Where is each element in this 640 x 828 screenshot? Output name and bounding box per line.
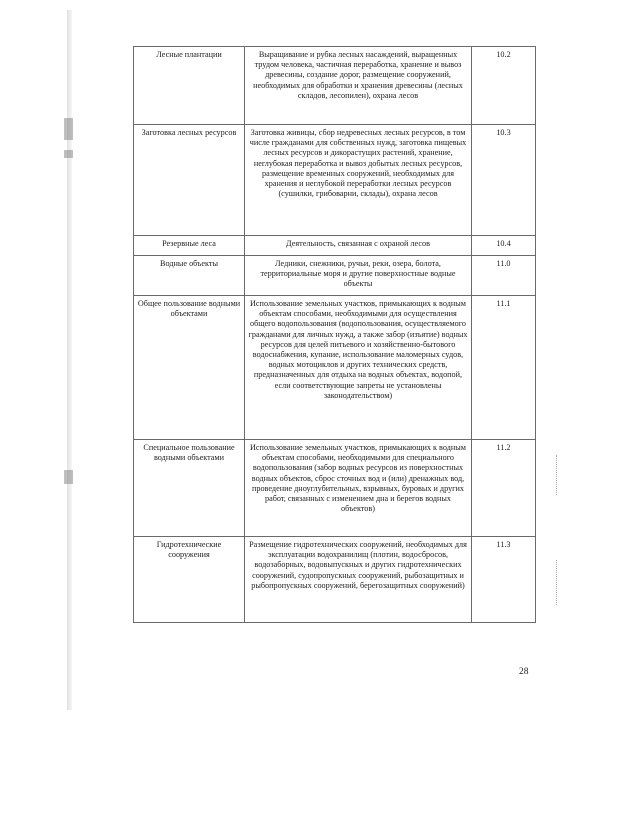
table-cell-code: 10.2 xyxy=(472,47,536,125)
table-cell-description: Деятельность, связанная с охраной лесов xyxy=(245,236,472,256)
scan-dots xyxy=(556,455,558,495)
table-cell-code: 10.3 xyxy=(472,125,536,236)
scan-dots xyxy=(556,560,558,605)
scan-artifact xyxy=(64,118,73,140)
scan-edge-shadow xyxy=(67,10,72,710)
table-cell-code: 11.0 xyxy=(472,256,536,296)
table-row xyxy=(134,440,536,537)
table-cell-name: Гидротехнические сооружения xyxy=(134,537,245,623)
table-row xyxy=(134,236,536,256)
table-cell-name: Водные объекты xyxy=(134,256,245,296)
table-cell-code: 11.3 xyxy=(472,537,536,623)
table-cell-description: Заготовка живицы, сбор недревесных лесных ресурсов, в том числе гражданами для собственных нужд, заготовка пищевых лесных ресурсов и дикорастущих растений, хранение, неглубокая переработка и вывоз добытых лесных ресурсов, размещение временных сооружений, необходимых для хранения и неглубокой переработки лесных ресурсов (сушилки, грибоварни, склады), охрана лесов xyxy=(245,125,472,236)
table-cell-name: Заготовка лесных ресурсов xyxy=(134,125,245,236)
page-number: 28 xyxy=(519,667,529,677)
table-row xyxy=(134,125,536,236)
table-row xyxy=(134,256,536,296)
table-row xyxy=(134,537,536,623)
table-cell-description: Использование земельных участков, примыкающих к водным объектам способами, необходимыми для осуществления общего водопользования (водопользования, осуществляемого гражданами для личных нужд, а также забор (изъятие) водных ресурсов для целей питьевого и хозяйственно-бытового водоснабжения, купание, использование маломерных судов, водных мотоциклов и других технических средств, предназначенных для отдыха на водных объектах, водопой, если соответствующие запреты не установлены законодательством) xyxy=(245,296,472,440)
table-cell-name: Лесные плантации xyxy=(134,47,245,125)
land-use-table xyxy=(133,46,536,623)
table-cell-name: Общее пользование водными объектами xyxy=(134,296,245,440)
table-cell-description: Использование земельных участков, примыкающих к водным объектам способами, необходимыми для специального водопользования (забор водных ресурсов из поверхностных водных объектов, сброс сточных вод и (или) дренажных вод, проведение дноуглубительных, взрывных, буровых и других работ, связанных с изменением дна и берегов водных объектов) xyxy=(245,440,472,537)
table-cell-code: 10.4 xyxy=(472,236,536,256)
table-cell-description: Выращивание и рубка лесных насаждений, выращенных трудом человека, частичная переработка, хранение и вывоз древесины, создание дорог, размещение сооружений, необходимых для обработки и хранения древесины (лесных складов, лесопилен), охрана лесов xyxy=(245,47,472,125)
table-cell-name: Резервные леса xyxy=(134,236,245,256)
table-row xyxy=(134,47,536,125)
scan-artifact xyxy=(64,150,73,158)
table-cell-name: Специальное пользование водными объектами xyxy=(134,440,245,537)
scan-artifact xyxy=(64,470,73,484)
table-cell-code: 11.1 xyxy=(472,296,536,440)
table-cell-description: Ледники, снежники, ручьи, реки, озера, болота, территориальные моря и другие поверхностные водные объекты xyxy=(245,256,472,296)
table-row xyxy=(134,296,536,440)
table-cell-description: Размещение гидротехнических сооружений, необходимых для эксплуатации водохранилищ (плотин, водосбросов, водозаборных, водовыпускных и других гидротехнических сооружений, судопропускных сооружений, рыбозащитных и рыбопропускных сооружений, берегозащитных сооружений) xyxy=(245,537,472,623)
table-cell-code: 11.2 xyxy=(472,440,536,537)
